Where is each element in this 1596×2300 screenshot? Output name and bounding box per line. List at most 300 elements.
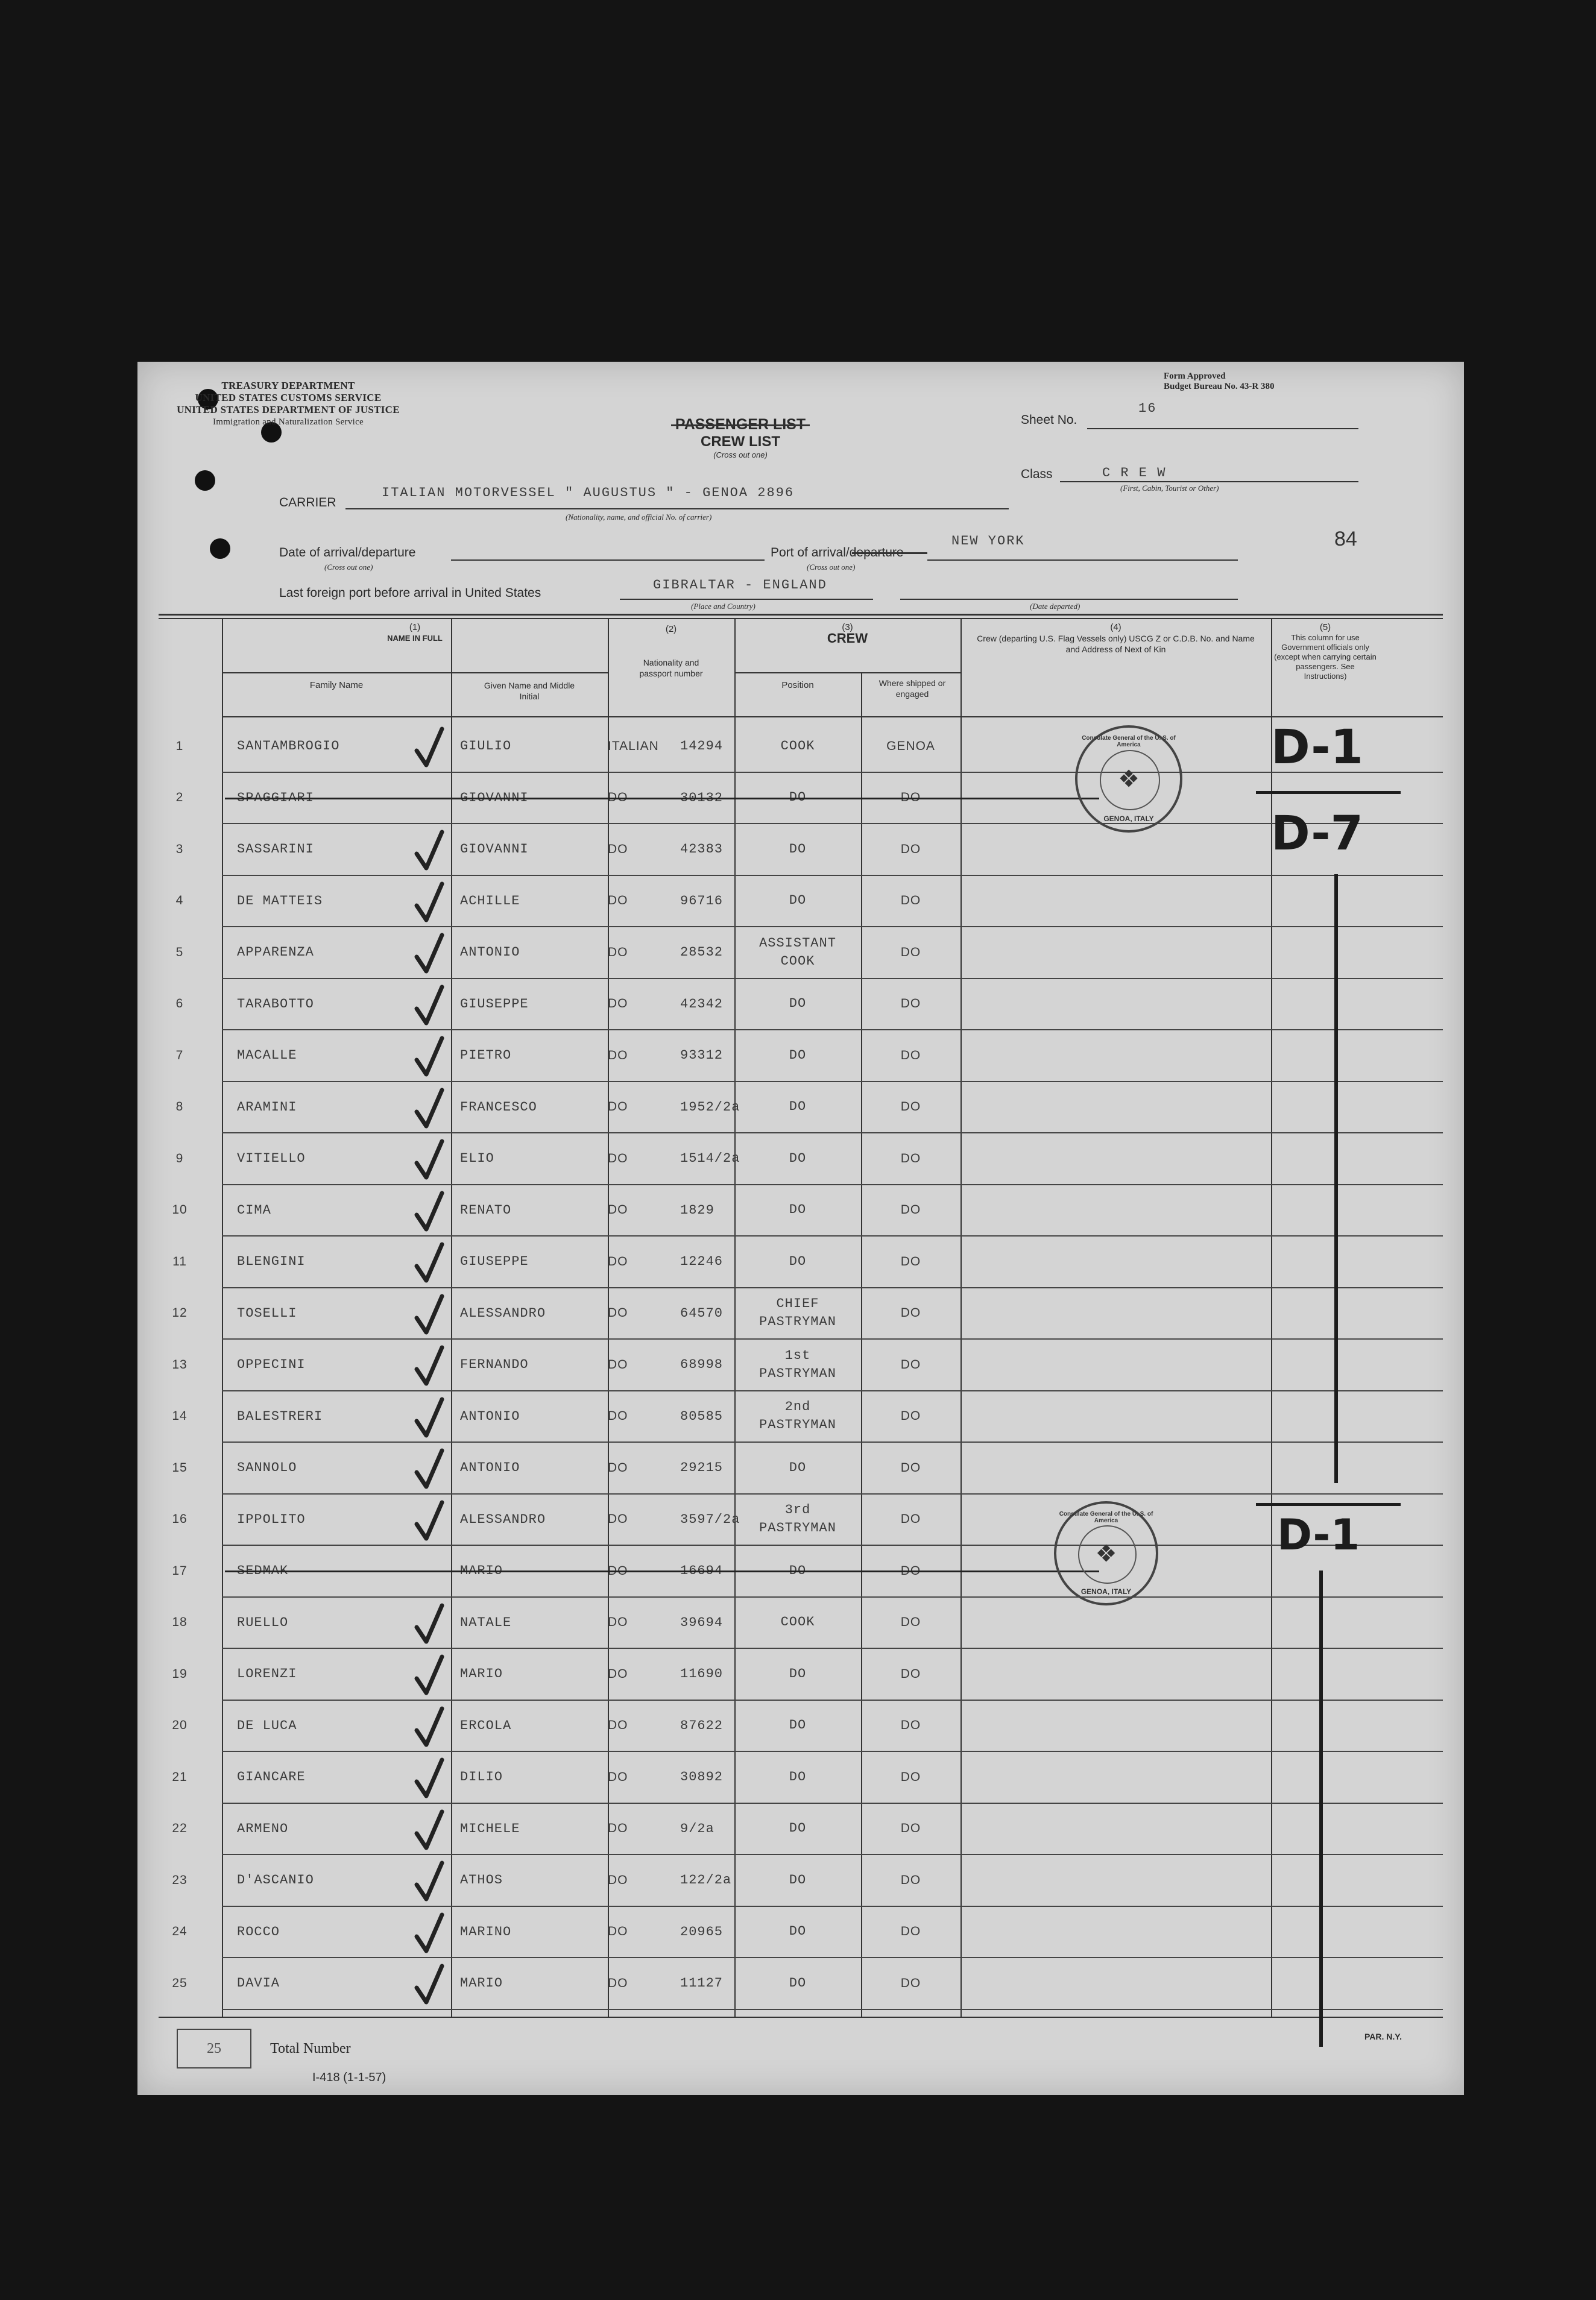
given-name: DILIO (460, 1769, 503, 1785)
handwritten-mark: D-1 (1277, 1510, 1360, 1560)
table-row (137, 1030, 1464, 1081)
class-label: Class (1021, 467, 1053, 481)
table-row (137, 978, 1464, 1030)
nationality: DO (608, 1100, 628, 1114)
handwritten-vertical (1334, 874, 1338, 1483)
passport-number: 28532 (680, 945, 724, 960)
given-name: GIUSEPPE (460, 1254, 529, 1269)
where-shipped: DO (900, 1254, 921, 1268)
position (734, 1803, 861, 1854)
position (734, 720, 861, 772)
position (734, 1442, 861, 1493)
given-name: ALESSANDRO (460, 1511, 546, 1527)
check-mark-icon (412, 1964, 448, 2006)
place-note: (Place and Country) (691, 602, 755, 611)
position-line: PASTRYMAN (759, 1417, 836, 1432)
col5-header: (5) This column for use Government officials only (except when carrying certain passengers. See Instructions) (1274, 622, 1377, 681)
position-line: DO (789, 1563, 807, 1578)
position-line: DO (789, 1821, 807, 1836)
passport-number: 30132 (680, 790, 724, 805)
position (734, 1751, 861, 1803)
position-line: DO (789, 1666, 807, 1681)
form-approved-label: Form Approved (1164, 371, 1226, 381)
nationality: DO (608, 1718, 628, 1732)
position-line: 3rd (784, 1502, 811, 1517)
table-row (137, 720, 1464, 772)
table-row (137, 1751, 1464, 1803)
position (734, 927, 861, 978)
position-line: COOK (780, 1615, 815, 1630)
passport-number: 64570 (680, 1305, 724, 1321)
check-mark-icon (412, 1500, 448, 1542)
check-mark-icon (412, 830, 448, 872)
class-note: (First, Cabin, Tourist or Other) (1120, 484, 1219, 493)
table-row (137, 1494, 1464, 1545)
given-name: GIUSEPPE (460, 996, 529, 1012)
table-row (137, 1648, 1464, 1700)
position (734, 1494, 861, 1545)
col2-num: (2) (665, 624, 677, 634)
row-number: 7 (175, 1048, 184, 1062)
nationality: DO (608, 1821, 628, 1835)
where-shipped: DO (900, 997, 921, 1010)
cross-out-note: (Cross out one) (713, 450, 768, 459)
row-number: 13 (172, 1357, 188, 1372)
where-shipped: DO (900, 1048, 921, 1062)
nationality: DO (608, 1512, 628, 1526)
check-mark-icon (412, 1294, 448, 1336)
position (734, 1339, 861, 1390)
table-row (137, 1185, 1464, 1236)
row-number: 19 (172, 1666, 188, 1681)
check-mark-icon (412, 1603, 448, 1645)
nationality: DO (608, 893, 628, 907)
col1-header: (1) NAME IN FULL (387, 622, 443, 643)
passport-number: 1514/2a (680, 1151, 740, 1166)
departure-strike (852, 552, 927, 554)
row-number: 10 (172, 1203, 188, 1217)
nationality: DO (608, 1306, 628, 1320)
family-name: ROCCO (237, 1924, 280, 1939)
table-row (137, 927, 1464, 978)
department-block (147, 380, 430, 428)
family-name: BLENGINI (237, 1254, 306, 1269)
where-shipped: DO (900, 1976, 921, 1990)
port-label: Port of arrival/departure (771, 546, 904, 559)
position-line: DO (789, 893, 807, 908)
given-name: MARIO (460, 1976, 503, 1991)
where-shipped: DO (900, 1615, 921, 1629)
port-cross-note: (Cross out one) (807, 562, 856, 572)
last-port-label: Last foreign port before arrival in United States (279, 586, 541, 600)
family-name: SPAGGIARI (237, 790, 314, 805)
passport-number: 11690 (680, 1666, 724, 1681)
total-number-label: Total Number (270, 2041, 351, 2056)
check-mark-icon (412, 985, 448, 1027)
family-name: BALESTRERI (237, 1408, 323, 1424)
table-row (137, 1339, 1464, 1390)
position-line: DO (789, 1975, 807, 1991)
family-name: TOSELLI (237, 1305, 297, 1321)
where-shipped: DO (900, 1203, 921, 1217)
family-name: CIMA (237, 1202, 271, 1218)
position-line: DO (789, 1924, 807, 1939)
given-name: ANTONIO (460, 1460, 520, 1475)
check-mark-icon (412, 1345, 448, 1387)
table-row (137, 1133, 1464, 1184)
table-row (137, 1442, 1464, 1493)
where-shipped: DO (900, 1821, 921, 1835)
table-row (137, 772, 1464, 824)
position (734, 1082, 861, 1133)
check-mark-icon (412, 1139, 448, 1181)
nationality: DO (608, 1563, 628, 1578)
handwritten-divider (1256, 791, 1401, 794)
given-name: ANTONIO (460, 945, 520, 960)
table-row (137, 1854, 1464, 1906)
given-name: GIULIO (460, 739, 512, 754)
printer-mark: PAR. N.Y. (1364, 2032, 1402, 2041)
check-mark-icon (412, 1191, 448, 1233)
class-value: C R E W (1102, 465, 1167, 480)
where-shipped: DO (900, 842, 921, 856)
given-name: ACHILLE (460, 893, 520, 909)
table-row (137, 1958, 1464, 2009)
col2-header: Nationality and passport number (639, 658, 703, 678)
given-name: MICHELE (460, 1821, 520, 1836)
family-name: DE MATTEIS (237, 893, 323, 909)
position-line: DO (789, 1460, 807, 1475)
row-number: 11 (172, 1254, 187, 1268)
position (734, 1288, 861, 1339)
where-shipped: DO (900, 1924, 921, 1938)
row-number: 12 (172, 1306, 188, 1320)
given-name: GIOVANNI (460, 842, 529, 857)
check-mark-icon (412, 1397, 448, 1439)
position-line: DO (789, 1202, 807, 1217)
position-line: DO (789, 996, 807, 1011)
family-name: DAVIA (237, 1976, 280, 1991)
check-mark-icon (412, 1448, 448, 1490)
table-row (137, 1597, 1464, 1648)
where-shipped: DO (900, 1769, 921, 1784)
check-mark-icon (412, 1706, 448, 1748)
table-row (137, 1906, 1464, 1958)
nationality: DO (608, 842, 628, 856)
passport-number: 80585 (680, 1408, 724, 1424)
given-name: MARIO (460, 1666, 503, 1681)
position-line: DO (789, 1253, 807, 1269)
row-number: 2 (175, 790, 184, 804)
passport-number: 96716 (680, 893, 724, 909)
family-name: SEDMAK (237, 1563, 289, 1578)
passport-number: 42342 (680, 996, 724, 1012)
check-mark-icon (412, 881, 448, 924)
nationality: DO (608, 1873, 628, 1887)
given-name: ATHOS (460, 1873, 503, 1888)
family-name: DE LUCA (237, 1718, 297, 1733)
position (734, 1133, 861, 1184)
position (734, 875, 861, 927)
row-number: 21 (172, 1769, 188, 1784)
total-number-box (177, 2029, 251, 2068)
position-line: COOK (780, 738, 815, 754)
table-row (137, 1082, 1464, 1133)
col4-header: (4) Crew (departing U.S. Flag Vessels only) USCG Z or C.D.B. No. and Name and Address of Next of Kin (977, 622, 1255, 654)
passport-number: 29215 (680, 1460, 724, 1475)
where-shipped: DO (900, 1357, 921, 1372)
punch-hole (195, 470, 215, 491)
position-line: 2nd (784, 1399, 811, 1414)
passport-number: 87622 (680, 1718, 724, 1733)
check-mark-icon (412, 1912, 448, 1955)
form-title (650, 416, 831, 459)
row-number: 4 (175, 893, 184, 907)
check-mark-icon (412, 726, 448, 769)
passport-number: 12246 (680, 1254, 724, 1269)
crew-list-form (137, 362, 1464, 2095)
passport-number: 1952/2a (680, 1099, 740, 1115)
family-name: D'ASCANIO (237, 1873, 314, 1888)
where-shipped: DO (900, 1100, 921, 1114)
given-name: ANTONIO (460, 1408, 520, 1424)
position-line: CHIEF (776, 1296, 819, 1311)
handwritten-vertical (1319, 1571, 1323, 2047)
family-name: ARAMINI (237, 1099, 297, 1115)
family-name: GIANCARE (237, 1769, 306, 1785)
passenger-list-title: PASSENGER LIST (650, 416, 831, 433)
given-name: MARIO (460, 1563, 503, 1578)
table-row (137, 824, 1464, 875)
passport-number: 20965 (680, 1924, 724, 1939)
family-name: ARMENO (237, 1821, 289, 1836)
dept-line: UNITED STATES DEPARTMENT OF JUSTICE (177, 404, 400, 415)
position-line: DO (789, 790, 807, 805)
row-number: 15 (172, 1460, 188, 1475)
given-name: FRANCESCO (460, 1099, 537, 1115)
where-shipped: GENOA (886, 739, 935, 753)
family-name: MACALLE (237, 1048, 297, 1063)
given-name: GIOVANNI (460, 790, 529, 805)
row-number: 1 (175, 739, 184, 753)
nationality: DO (608, 1924, 628, 1938)
passport-number: 1829 (680, 1202, 714, 1218)
nationality: DO (608, 1203, 628, 1217)
where-shipped: DO (900, 1460, 921, 1475)
form-code: I-418 (1-1-57) (312, 2071, 386, 2084)
check-mark-icon (412, 1088, 448, 1130)
where-shipped: DO (900, 1409, 921, 1423)
check-mark-icon (412, 1036, 448, 1078)
table-row (137, 1700, 1464, 1751)
check-mark-icon (412, 1654, 448, 1697)
check-mark-icon (412, 1757, 448, 1800)
position-line: DO (789, 1769, 807, 1785)
row-number: 20 (172, 1718, 188, 1732)
given-name: ELIO (460, 1151, 494, 1166)
passport-number: 42383 (680, 842, 724, 857)
total-number-value: 25 (207, 2040, 221, 2056)
handwritten-mark: D-1 (1271, 720, 1363, 775)
position (734, 1597, 861, 1648)
family-name: OPPECINI (237, 1357, 306, 1372)
given-name: PIETRO (460, 1048, 512, 1063)
passport-number: 93312 (680, 1048, 724, 1063)
col3-header: (3) CREW (827, 622, 868, 646)
table-row (137, 1391, 1464, 1442)
position-line: PASTRYMAN (759, 1314, 836, 1329)
nationality: DO (608, 1769, 628, 1784)
where-shipped: DO (900, 1512, 921, 1526)
date-departed-note: (Date departed) (1030, 602, 1080, 611)
sheet-label: Sheet No. (1021, 413, 1077, 427)
date-label: Date of arrival/departure (279, 546, 416, 559)
page-number: 84 (1334, 528, 1357, 550)
crew-list-title: CREW LIST (701, 433, 780, 450)
nationality: DO (608, 1151, 628, 1165)
where-shipped: DO (900, 1873, 921, 1887)
nationality: DO (608, 1254, 628, 1268)
carrier-note: (Nationality, name, and official No. of carrier) (566, 512, 712, 521)
nationality: DO (608, 997, 628, 1010)
dept-line: Immigration and Naturalization Service (212, 417, 364, 427)
carrier-label: CARRIER (279, 496, 336, 509)
row-number: 3 (175, 842, 184, 856)
passport-number: 9/2a (680, 1821, 714, 1836)
position-line: DO (789, 1047, 807, 1063)
passport-number: 14294 (680, 739, 724, 754)
table-row (137, 1803, 1464, 1854)
family-name-header: Family Name (309, 680, 364, 690)
position (734, 978, 861, 1030)
where-shipped: DO (900, 790, 921, 804)
punch-hole (210, 538, 230, 559)
passport-number: 16694 (680, 1563, 724, 1578)
where-shipped: DO (900, 1666, 921, 1681)
row-number: 14 (172, 1409, 188, 1423)
table-row (137, 1288, 1464, 1339)
given-name: FERNANDO (460, 1357, 529, 1372)
passport-number: 3597/2a (680, 1511, 740, 1527)
strikethrough (671, 424, 810, 426)
nationality: DO (608, 1409, 628, 1423)
position (734, 1648, 861, 1700)
position (734, 1854, 861, 1906)
family-name: IPPOLITO (237, 1511, 306, 1527)
position (734, 824, 861, 875)
passport-number: 122/2a (680, 1873, 732, 1888)
passport-number: 39694 (680, 1615, 724, 1630)
where-shipped: DO (900, 1718, 921, 1732)
row-number: 9 (175, 1151, 184, 1165)
position (734, 1030, 861, 1081)
position-line: 1st (784, 1347, 811, 1363)
consulate-seal: ❖ Consulate General of the U. S. of America GENOA, ITALY (1054, 1501, 1158, 1605)
check-mark-icon (412, 1860, 448, 1903)
handwritten-mark: D-7 (1271, 807, 1363, 861)
strikethrough-line (225, 798, 1099, 799)
position (734, 1236, 861, 1287)
position-header: Position (781, 680, 814, 690)
position-line: PASTRYMAN (759, 1366, 836, 1381)
consulate-seal: ❖ Consulate General of the U. S. of America GENOA, ITALY (1075, 725, 1182, 833)
row-number: 8 (175, 1100, 184, 1114)
form-approved (1164, 371, 1275, 392)
table-row (137, 1236, 1464, 1287)
position-line: DO (789, 841, 807, 857)
position-line: DO (789, 1099, 807, 1114)
nationality: DO (608, 945, 628, 959)
date-cross-note: (Cross out one) (324, 562, 373, 572)
row-number: 5 (175, 945, 184, 959)
family-name: APPARENZA (237, 945, 314, 960)
given-name: ALESSANDRO (460, 1305, 546, 1321)
nationality: DO (608, 1976, 628, 1990)
position-line: DO (789, 1150, 807, 1166)
passport-number: 11127 (680, 1976, 724, 1991)
strikethrough-line (225, 1571, 1099, 1572)
where-shipped-header: Where shipped or engaged (878, 678, 946, 699)
table-row (137, 875, 1464, 927)
family-name: TARABOTTO (237, 996, 314, 1012)
position-line: DO (789, 1718, 807, 1733)
row-number: 22 (172, 1821, 188, 1835)
last-port-value: GIBRALTAR - ENGLAND (653, 578, 827, 593)
dept-line: TREASURY DEPARTMENT (221, 380, 355, 391)
row-number: 25 (172, 1976, 188, 1990)
row-number: 18 (172, 1615, 188, 1629)
position (734, 1700, 861, 1751)
position (734, 1391, 861, 1442)
position (734, 1906, 861, 1958)
nationality: DO (608, 1666, 628, 1681)
nationality: DO (608, 1357, 628, 1372)
where-shipped: DO (900, 1306, 921, 1320)
where-shipped: DO (900, 1563, 921, 1578)
given-name: MARINO (460, 1924, 512, 1939)
row-number: 23 (172, 1873, 188, 1887)
position (734, 1958, 861, 2009)
nationality: ITALIAN (608, 739, 659, 753)
check-mark-icon (412, 1242, 448, 1284)
where-shipped: DO (900, 945, 921, 959)
carrier-value: ITALIAN MOTORVESSEL " AUGUSTUS " - GENOA 2896 (382, 485, 795, 500)
family-name: RUELLO (237, 1615, 289, 1630)
position-line: DO (789, 1872, 807, 1888)
row-rule (222, 2009, 1443, 2010)
nationality: DO (608, 1048, 628, 1062)
position (734, 1185, 861, 1236)
family-name: SANTAMBROGIO (237, 739, 340, 754)
sheet-number: 16 (1138, 401, 1157, 416)
family-name: LORENZI (237, 1666, 297, 1681)
handwritten-divider (1256, 1503, 1401, 1506)
given-name: RENATO (460, 1202, 512, 1218)
row-number: 24 (172, 1924, 188, 1938)
where-shipped: DO (900, 1151, 921, 1165)
nationality: DO (608, 1460, 628, 1475)
position-line: COOK (780, 953, 815, 969)
family-name: VITIELLO (237, 1151, 306, 1166)
position-line: ASSISTANT (759, 935, 836, 951)
passport-number: 68998 (680, 1357, 724, 1372)
port-value: NEW YORK (951, 534, 1025, 549)
where-shipped: DO (900, 893, 921, 907)
nationality: DO (608, 1615, 628, 1629)
position-line: PASTRYMAN (759, 1520, 836, 1536)
family-name: SANNOLO (237, 1460, 297, 1475)
dept-line: UNITED STATES CUSTOMS SERVICE (195, 392, 382, 403)
